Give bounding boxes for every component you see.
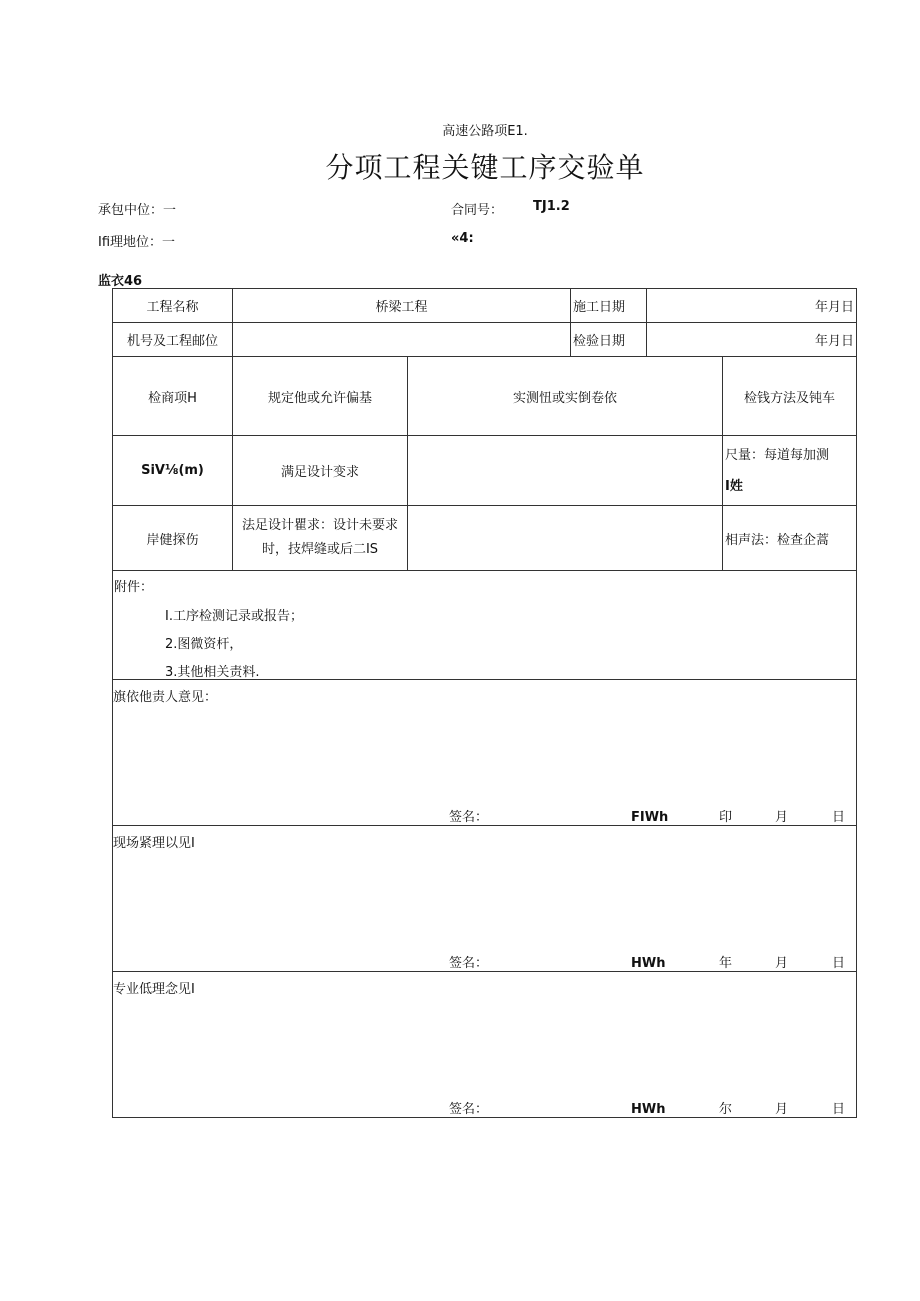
row-requirement [233,436,408,506]
inspection-date-value: 年月日 [647,323,857,357]
page-title: 分项工程关键工序交验单 [325,151,645,184]
signature-label: 签名： [449,956,489,971]
date-part: 月 [775,1102,789,1117]
contractor-field [98,199,176,218]
attachment-item: I.工序检测记录或报告； [165,609,303,624]
number-label: «4: [451,231,474,246]
date-part: 日 [832,1102,846,1117]
header-requirement: 规定他或允许偏基 [233,357,408,436]
contractor-label: 承包中位： [98,203,164,218]
project-name-row [113,289,857,323]
inspection-header-row [113,357,857,436]
opinion-row [113,826,857,972]
construction-date-label: 施工日期 [571,289,647,323]
signature-label: 签名： [449,810,489,825]
date-part: 年 [719,956,733,971]
date-part: 印 [719,810,733,825]
row-method [723,436,857,506]
opinion-label: 专业低理念见I [113,982,195,997]
supervisor-value: 一 [162,235,176,250]
method-line: 尺量：每道每加测 [725,447,830,463]
row-measured [408,506,723,571]
row-item: 岸健探伤 [113,506,233,571]
row-method [723,506,857,571]
requirement-line: 时，技焊缝或后二IS [261,542,379,557]
date-part: 日 [832,810,846,825]
date-code: HWh [631,956,666,971]
opinion-row [113,972,857,1118]
date-part: 尔 [719,1102,733,1117]
part-label: 机号及工程邮位 [113,323,233,357]
contract-no-label: 合同号： [451,203,504,218]
attachments-row [113,571,857,680]
opinion-row [113,680,857,826]
opinion-label: 现场紧理以见I [113,836,195,851]
contractor-value: 一 [163,203,177,218]
project-line: 高速公路项E1. [442,124,528,139]
row-measured [408,436,723,506]
opinion-cell [113,972,857,1118]
date-code: HWh [631,1102,666,1117]
date-part: 月 [775,956,789,971]
attachment-item: 2.图微资杆， [165,637,243,652]
opinion-label: 旗依他责人意见： [113,690,218,705]
supervisor-field [98,231,175,250]
attachments-label: 附件： [114,580,154,595]
inspection-form-table [112,288,857,1118]
form-code: 监衣46 [98,274,143,289]
project-name-value: 桥梁工程 [233,289,571,323]
date-part: 日 [832,956,846,971]
header-item: 检商项H [113,357,233,436]
method-line: I姓 [725,478,743,494]
table-row [113,436,857,506]
attachment-item: 3.其他相关责料. [165,665,260,680]
part-row [113,323,857,357]
part-value [233,323,571,357]
header-method: 检钱方法及钝车 [723,357,857,436]
header-measured: 实测忸或实倒卷依 [408,357,723,436]
attachments-cell [113,571,857,680]
construction-date-value: 年月日 [647,289,857,323]
project-name-label: 工程名称 [113,289,233,323]
date-part: 月 [775,810,789,825]
row-item: SiV⅛(m) [113,436,233,506]
supervisor-label: Ifi理地位： [98,235,163,250]
requirement-line: 满足设计变求 [280,465,359,480]
opinion-cell [113,680,857,826]
inspection-date-label: 检验日期 [571,323,647,357]
row-requirement [233,506,408,571]
table-row [113,506,857,571]
contract-no-value: TJ1.2 [533,199,570,214]
requirement-line: 法足设计瞿求：设计未要求 [241,518,398,533]
date-code: FIWh [631,810,669,825]
method-line: 相声法：检查企蒿 [725,532,830,548]
opinion-cell [113,826,857,972]
signature-label: 签名： [449,1102,489,1117]
